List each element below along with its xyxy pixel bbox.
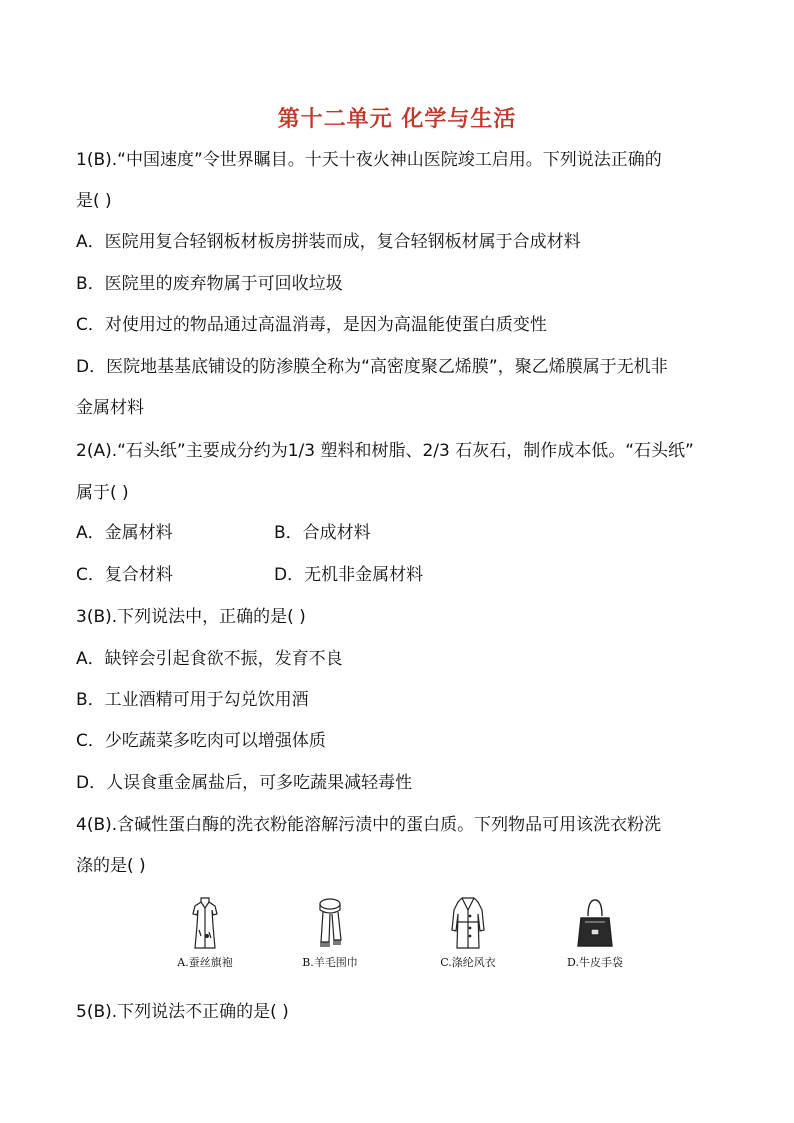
- q3-option-b: B．工业酒精可用于勾兑饮用酒: [76, 690, 309, 710]
- q4-caption-a: A.蚕丝旗袍: [177, 956, 233, 969]
- q4-figure-d: [540, 896, 650, 976]
- q4-stem-line1: 4(B).含碱性蛋白酶的洗衣粉能溶解污渍中的蛋白质。下列物品可用该洗衣粉洗: [76, 815, 662, 835]
- q1-option-d-line2: 金属材料: [76, 398, 144, 418]
- q2-option-c: C．复合材料: [76, 565, 173, 585]
- q4-figure-c: [413, 896, 523, 976]
- q2-stem-line1: 2(A).“石头纸”主要成分约为1/3 塑料和树脂、2/3 石灰石，制作成本低。“石头纸”: [76, 441, 694, 461]
- q1-option-b: B．医院里的废弃物属于可回收垃圾: [76, 274, 343, 294]
- qipao-icon: [185, 896, 225, 950]
- page-title: 第十二单元 化学与生活: [277, 107, 517, 132]
- q1-stem-line2: 是( ): [76, 191, 112, 211]
- handbag-icon: [575, 896, 615, 950]
- q4-caption-c: C.涤纶风衣: [440, 956, 496, 969]
- q4-caption-b: B.羊毛围巾: [302, 956, 358, 969]
- q5-stem: 5(B).下列说法不正确的是( ): [76, 1002, 289, 1022]
- q2-option-a: A．金属材料: [76, 523, 173, 543]
- q4-figure-a: [150, 896, 260, 976]
- q2-option-d: D．无机非金属材料: [274, 565, 424, 585]
- q3-option-d: D．人误食重金属盐后，可多吃蔬果减轻毒性: [76, 773, 413, 793]
- trench-coat-icon: [448, 896, 488, 950]
- q3-option-a: A．缺锌会引起食欲不振，发育不良: [76, 649, 343, 669]
- q2-stem-line2: 属于( ): [76, 483, 129, 503]
- q4-figure-b: [275, 896, 385, 976]
- q1-option-c: C．对使用过的物品通过高温消毒，是因为高温能使蛋白质变性: [76, 315, 547, 335]
- q1-stem-line1: 1(B).“中国速度”令世界瞩目。十天十夜火神山医院竣工启用。下列说法正确的: [76, 150, 662, 170]
- q3-option-c: C．少吃蔬菜多吃肉可以增强体质: [76, 731, 326, 751]
- q4-caption-d: D.牛皮手袋: [567, 956, 623, 969]
- scarf-icon: [310, 896, 350, 950]
- q4-stem-line2: 涤的是( ): [76, 856, 146, 876]
- q1-option-d-line1: D．医院地基基底铺设的防渗膜全称为“高密度聚乙烯膜”，聚乙烯膜属于无机非: [76, 357, 668, 377]
- q1-option-a: A．医院用复合轻钢板材板房拼装而成，复合轻钢板材属于合成材料: [76, 232, 581, 252]
- q3-stem: 3(B).下列说法中，正确的是( ): [76, 607, 306, 627]
- q2-option-b: B．合成材料: [274, 523, 371, 543]
- q4-figures: [150, 896, 670, 976]
